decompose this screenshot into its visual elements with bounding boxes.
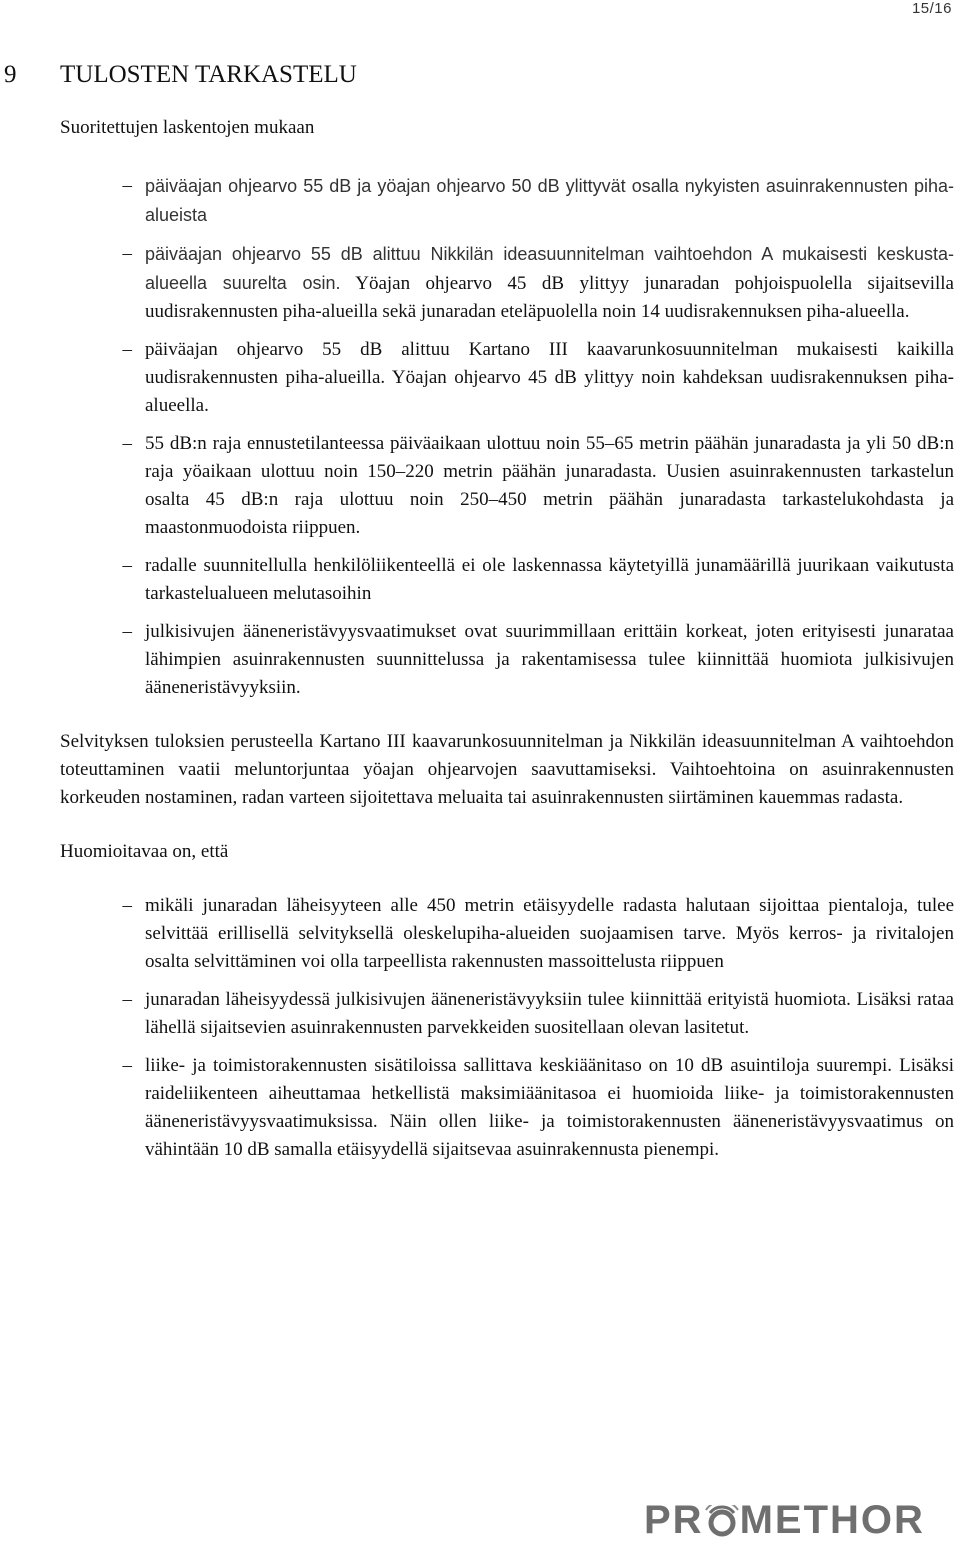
list-item-text: radalle suunnitellulla henkilöliikenteellä ei ole laskennassa käytetyillä junamäärillä juurikaan vaikutusta tarkastelualueen melutasoihin [145,555,954,604]
list-item [60,430,954,542]
logo-o-mark-icon [704,1505,740,1535]
intro-text: Suoritettujen laskentojen mukaan [60,117,315,138]
section-title: TULOSTEN TARKASTELU [60,61,357,88]
results-list [60,172,954,702]
list-item [60,172,954,230]
logo-text-end: METHOR [739,1498,925,1542]
document-body [60,114,954,1190]
list-item-text: päiväajan ohjearvo 55 dB alittuu Nikkilän ideasuunnitelman vaihtoehdon A mukaisesti keskusta-alueella suurelta osin. [145,244,954,293]
dash-marker: – [122,243,132,264]
notes-list [60,892,954,1164]
list-item-text: mikäli junaradan läheisyyteen alle 450 metrin etäisyydelle radasta halutaan sijoittaa pientaloja, tulee selvittää erillisellä selvityksellä oleskelupiha-alueiden suojaamisen tarve. Myös kerros- ja rivitalojen osalta selvittäminen voi olla tarpeellista rakennusten massoittelusta riippuen [145,895,954,972]
list-item-text: päiväajan ohjearvo 55 dB ja yöajan ohjearvo 50 dB ylittyvät osalla nykyisten asuinrakennusten piha-alueista [145,176,954,225]
list-item [60,1052,954,1164]
logo-text-start: PR [644,1498,704,1542]
list-item-text: 55 dB:n raja ennustetilanteessa päiväaikaan ulottuu noin 55–65 metrin päähän junaradasta ja yli 50 dB:n raja yöaikaan ulottuu noin 150–220 metrin päähän junaradasta. Uusien asuinrakennusten tarkastelun osalta 45 dB:n raja ulottuu noin 250–450 metrin päähän junaradasta tarkastelukohdasta ja maastonmuodoista riippuen. [145,433,954,538]
dash-marker: – [122,555,132,576]
list-item [60,986,954,1042]
list-item [60,240,954,326]
notes-intro: Huomioitavaa on, että [60,841,229,862]
dash-marker: – [122,339,132,360]
list-item [60,892,954,976]
dash-marker: – [122,895,132,916]
list-item-text: julkisivujen ääneneristävyysvaatimukset ovat suurimmillaan erittäin korkeat, joten erityisesti junarataa lähimpien asuinrakennusten suunnittelussa ja rakentamisessa tulee kiinnittää huomiota julkisivujen ääneneristävyyksiin. [145,621,954,698]
list-item [60,336,954,420]
list-item-text: junaradan läheisyydessä julkisivujen ääneneristävyyksiin tulee kiinnittää erityistä huomiota. Lisäksi rataa lähellä sijaitsevien asuinrakennusten parvekkeiden suositellaan olevan lasitetut. [145,989,954,1038]
list-item-text: liike- ja toimistorakennusten sisätiloissa sallittava keskiäänitaso on 10 dB asuintiloja suurempi. Lisäksi raideliikenteen aiheuttamaa hetkellistä maksimiäänitasoa ei huomioida liike- ja toimistorakennusten ääneneristävyysvaatimuksissa. Näin ollen liike- ja toimistorakennusten ääneneristävyysvaatimus on vähintään 10 dB samalla etäisyydellä sijaitsevaa asuinrakennusta pienempi. [145,1055,954,1160]
dash-marker: – [122,1055,132,1076]
list-item [60,552,954,608]
dash-marker: – [122,175,132,196]
promethor-logo [644,1496,925,1544]
dash-marker: – [122,989,132,1010]
list-item-text: Yöajan ohjearvo 45 dB ylittyy junaradan pohjoispuolella sijaitsevilla uudisrakennusten piha-alueilla sekä junaradan eteläpuolella noin 14 uudisrakennuksen piha-alueella. [145,273,954,322]
conclusion-paragraph: Selvityksen tuloksien perusteella Kartano III kaavarunkosuunnitelman ja Nikkilän ideasuunnitelman A vaihtoehdon toteuttaminen vaatii meluntorjuntaa yöajan ohjearvojen saavuttamiseksi. Vaihtoehtoina on asuinrakennusten korkeuden nostaminen, radan varteen sijoitettava meluaita tai asuinrakennusten siirtäminen kauemmas radasta. [60,731,954,808]
section-number: 9 [4,61,17,88]
list-item [60,618,954,702]
page-number: 15/16 [911,0,952,17]
list-item-text: päiväajan ohjearvo 55 dB alittuu Kartano III kaavarunkosuunnitelman mukaisesti kaikilla uudisrakennusten piha-alueilla. Yöajan ohjearvo 45 dB ylittyy noin kahdeksan uudisrakennuksen piha-alueella. [145,339,954,416]
dash-marker: – [122,433,132,454]
dash-marker: – [122,621,132,642]
